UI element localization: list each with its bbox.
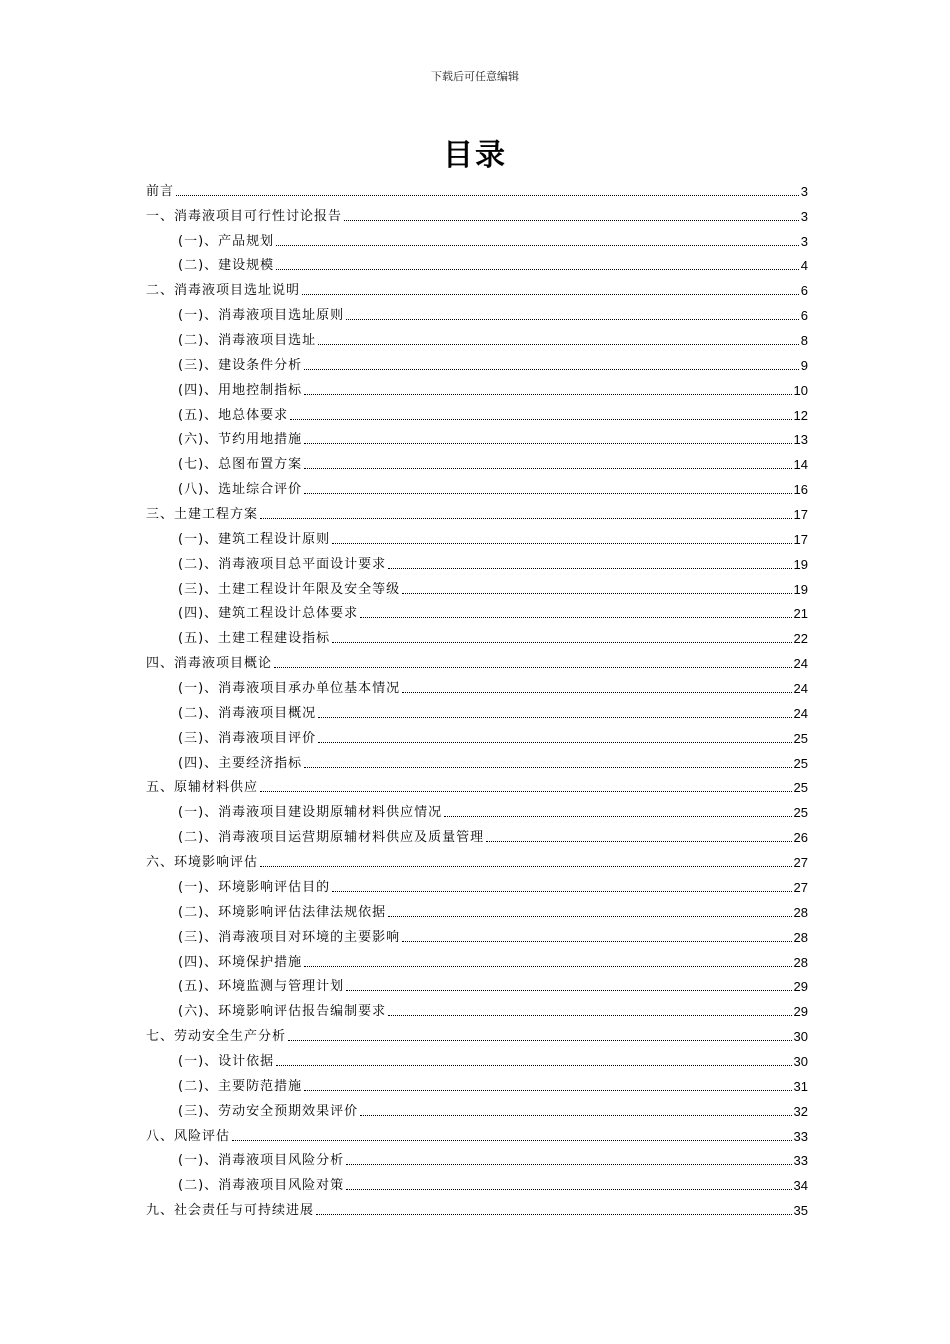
toc-entry-label: 七、劳动安全生产分析 (146, 1029, 287, 1045)
dot-leader (274, 666, 792, 668)
toc-page-number: 6 (800, 308, 808, 324)
dot-leader (304, 442, 791, 444)
toc-page-number: 25 (793, 805, 808, 821)
toc-subentry[interactable] (146, 623, 808, 648)
toc-entry[interactable] (146, 275, 808, 300)
toc-subentry[interactable] (146, 350, 808, 375)
dot-leader (304, 368, 799, 370)
toc-page-number: 30 (793, 1053, 808, 1069)
toc-subentry[interactable] (146, 797, 808, 822)
dot-leader (388, 567, 791, 569)
toc-entry[interactable] (146, 1021, 808, 1046)
toc-subentry[interactable] (146, 474, 808, 499)
toc-page-number: 8 (800, 333, 808, 349)
dot-leader (360, 1114, 791, 1116)
dot-leader (276, 268, 799, 270)
toc-subentry[interactable] (146, 524, 808, 549)
toc-page-number: 33 (793, 1153, 808, 1169)
toc-page-number: 33 (793, 1128, 808, 1144)
toc-page-number: 12 (793, 407, 808, 423)
dot-leader (318, 343, 799, 345)
dot-leader (176, 194, 799, 196)
toc-entry-label: (一)、消毒液项目风险分析 (178, 1153, 345, 1169)
toc-page-number: 34 (793, 1178, 808, 1194)
toc-entry-label: (六)、环境影响评估报告编制要求 (178, 1004, 387, 1020)
dot-leader (304, 965, 791, 967)
toc-page-number: 21 (793, 606, 808, 622)
dot-leader (304, 766, 791, 768)
dot-leader (346, 318, 799, 320)
toc-entry-label: (六)、节约用地措施 (178, 432, 303, 448)
toc-subentry[interactable] (146, 425, 808, 450)
toc-subentry[interactable] (146, 375, 808, 400)
dot-leader (316, 1213, 792, 1215)
toc-page-number: 35 (793, 1203, 808, 1219)
toc-page-number: 22 (793, 631, 808, 647)
header-note: 下载后可任意编辑 (431, 70, 519, 83)
toc-subentry[interactable] (146, 673, 808, 698)
dot-leader (402, 691, 791, 693)
toc-page-number: 29 (793, 1004, 808, 1020)
toc-entry-label: 八、风险评估 (146, 1128, 231, 1144)
toc-page-number: 31 (793, 1078, 808, 1094)
toc-subentry[interactable] (146, 698, 808, 723)
dot-leader (332, 641, 791, 643)
toc-subentry[interactable] (146, 1046, 808, 1071)
toc-entry-label: (二)、环境影响评估法律法规依据 (178, 904, 387, 920)
toc-entry-label: (八)、选址综合评价 (178, 482, 303, 498)
toc-page-number: 10 (793, 382, 808, 398)
dot-leader (318, 716, 791, 718)
toc-page-number: 32 (793, 1103, 808, 1119)
toc-entry-label: (二)、消毒液项目风险对策 (178, 1178, 345, 1194)
toc-entry-label: (一)、产品规划 (178, 233, 275, 249)
toc-entry-label: (二)、主要防范措施 (178, 1078, 303, 1094)
dot-leader (304, 467, 791, 469)
toc-subentry[interactable] (146, 972, 808, 997)
toc-page-number: 27 (793, 879, 808, 895)
dot-leader (304, 1089, 791, 1091)
toc-entry[interactable] (146, 176, 808, 201)
toc-entry-label: (二)、消毒液项目总平面设计要求 (178, 556, 387, 572)
toc-subentry[interactable] (146, 1170, 808, 1195)
toc-page-number: 19 (793, 556, 808, 572)
toc-entry-label: (三)、劳动安全预期效果评价 (178, 1103, 359, 1119)
toc-subentry[interactable] (146, 1071, 808, 1096)
toc-entry-label: (四)、环境保护措施 (178, 954, 303, 970)
toc-page-number: 19 (793, 581, 808, 597)
toc-page-number: 28 (793, 904, 808, 920)
toc-entry-label: (二)、消毒液项目选址 (178, 333, 317, 349)
toc-subentry[interactable] (146, 549, 808, 574)
dot-leader (260, 790, 792, 792)
toc-page-number: 16 (793, 482, 808, 498)
dot-leader (302, 293, 799, 295)
toc-page-number: 3 (800, 233, 808, 249)
toc-page-number: 29 (793, 979, 808, 995)
toc-entry-label: (二)、建设规模 (178, 258, 275, 274)
dot-leader (304, 492, 791, 494)
dot-leader (402, 592, 791, 594)
toc-subentry[interactable] (146, 1146, 808, 1171)
toc-entry[interactable] (146, 1195, 808, 1220)
dot-leader (388, 915, 791, 917)
dot-leader (260, 517, 792, 519)
toc-page-number: 26 (793, 830, 808, 846)
toc-entry[interactable] (146, 1121, 808, 1146)
toc-subentry[interactable] (146, 748, 808, 773)
toc-entry-label: 前言 (146, 183, 175, 199)
toc-subentry[interactable] (146, 872, 808, 897)
toc-entry-label: 六、环境影响评估 (146, 855, 259, 871)
dot-leader (276, 1064, 791, 1066)
toc-entry-label: 五、原辅材料供应 (146, 780, 259, 796)
toc-entry-label: (一)、建筑工程设计原则 (178, 531, 331, 547)
toc-entry-label: 四、消毒液项目概论 (146, 656, 273, 672)
dot-leader (318, 741, 791, 743)
dot-leader (332, 890, 791, 892)
toc-subentry[interactable] (146, 599, 808, 624)
toc-subentry[interactable] (146, 822, 808, 847)
toc-entry-label: 九、社会责任与可持续进展 (146, 1203, 315, 1219)
dot-leader (304, 393, 791, 395)
page-title: 目录 (443, 138, 507, 173)
toc-page-number: 17 (793, 531, 808, 547)
dot-leader (260, 865, 792, 867)
toc-page-number: 9 (800, 357, 808, 373)
toc-entry-label: (一)、消毒液项目承办单位基本情况 (178, 681, 401, 697)
dot-leader (344, 219, 799, 221)
toc-entry-label: (四)、主要经济指标 (178, 755, 303, 771)
toc-entry-label: (一)、消毒液项目选址原则 (178, 308, 345, 324)
toc-entry-label: (二)、消毒液项目运营期原辅材料供应及质量管理 (178, 830, 485, 846)
toc-entry-label: (五)、地总体要求 (178, 407, 289, 423)
toc-page-number: 25 (793, 730, 808, 746)
toc-page-number: 28 (793, 954, 808, 970)
toc-page-number: 24 (793, 681, 808, 697)
dot-leader (346, 1188, 791, 1190)
toc-page-number: 28 (793, 929, 808, 945)
toc-page-number: 24 (793, 656, 808, 672)
toc-entry-label: 二、消毒液项目选址说明 (146, 283, 301, 299)
toc-subentry[interactable] (146, 922, 808, 947)
dot-leader (388, 1014, 791, 1016)
toc-entry-label: (一)、环境影响评估目的 (178, 879, 331, 895)
toc-entry[interactable] (146, 773, 808, 798)
toc-subentry[interactable] (146, 996, 808, 1021)
toc-entry[interactable] (146, 847, 808, 872)
dot-leader (360, 616, 791, 618)
toc-entry-label: (二)、消毒液项目概况 (178, 705, 317, 721)
toc-entry-label: (一)、设计依据 (178, 1053, 275, 1069)
dot-leader (346, 1163, 791, 1165)
toc-subentry[interactable] (146, 723, 808, 748)
table-of-contents (146, 176, 808, 1220)
toc-page-number: 24 (793, 705, 808, 721)
dot-leader (444, 815, 791, 817)
toc-entry-label: (三)、消毒液项目对环境的主要影响 (178, 929, 401, 945)
toc-subentry[interactable] (146, 897, 808, 922)
toc-page-number: 3 (800, 208, 808, 224)
toc-subentry[interactable] (146, 325, 808, 350)
toc-entry-label: (三)、建设条件分析 (178, 357, 303, 373)
toc-subentry[interactable] (146, 226, 808, 251)
toc-page-number: 30 (793, 1029, 808, 1045)
toc-entry-label: (五)、土建工程建设指标 (178, 631, 331, 647)
dot-leader (402, 940, 791, 942)
toc-page-number: 14 (793, 457, 808, 473)
toc-page-number: 25 (793, 780, 808, 796)
toc-page-number: 27 (793, 855, 808, 871)
toc-entry[interactable] (146, 201, 808, 226)
dot-leader (276, 244, 799, 246)
dot-leader (346, 989, 791, 991)
toc-page-number: 3 (800, 183, 808, 199)
toc-subentry[interactable] (146, 947, 808, 972)
toc-entry-label: (三)、土建工程设计年限及安全等级 (178, 581, 401, 597)
toc-entry[interactable] (146, 648, 808, 673)
toc-entry-label: (四)、用地控制指标 (178, 382, 303, 398)
toc-subentry[interactable] (146, 574, 808, 599)
toc-page-number: 6 (800, 283, 808, 299)
toc-page-number: 25 (793, 755, 808, 771)
toc-entry-label: (四)、建筑工程设计总体要求 (178, 606, 359, 622)
toc-subentry[interactable] (146, 251, 808, 276)
dot-leader (486, 840, 791, 842)
dot-leader (232, 1139, 792, 1141)
toc-entry-label: (三)、消毒液项目评价 (178, 730, 317, 746)
toc-entry-label: (一)、消毒液项目建设期原辅材料供应情况 (178, 805, 443, 821)
toc-page-number: 13 (793, 432, 808, 448)
toc-subentry[interactable] (146, 1096, 808, 1121)
toc-page-number: 17 (793, 507, 808, 523)
toc-entry-label: 三、土建工程方案 (146, 507, 259, 523)
dot-leader (288, 1039, 792, 1041)
toc-subentry[interactable] (146, 449, 808, 474)
dot-leader (332, 542, 791, 544)
toc-entry[interactable] (146, 499, 808, 524)
toc-page-number: 4 (800, 258, 808, 274)
toc-entry-label: (七)、总图布置方案 (178, 457, 303, 473)
toc-entry-label: (五)、环境监测与管理计划 (178, 979, 345, 995)
toc-entry-label: 一、消毒液项目可行性讨论报告 (146, 208, 343, 224)
toc-subentry[interactable] (146, 400, 808, 425)
dot-leader (290, 418, 791, 420)
toc-subentry[interactable] (146, 300, 808, 325)
